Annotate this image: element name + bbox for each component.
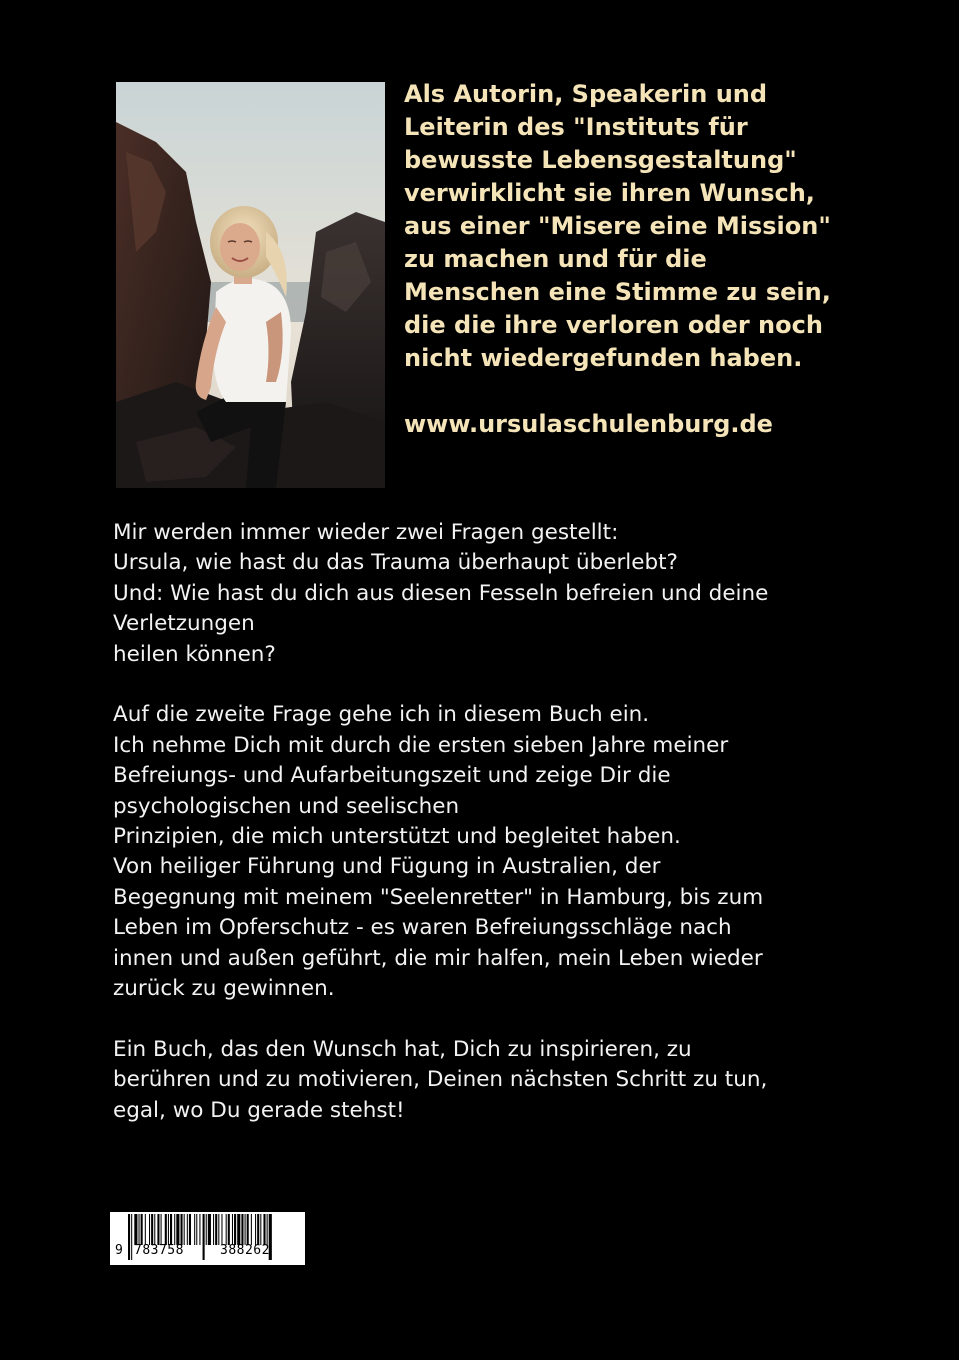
description-paragraph-2 (113, 700, 873, 1004)
barcode-bar (134, 1214, 137, 1245)
bio-line: Leiterin des "Instituts für (404, 113, 748, 141)
barcode-bar (187, 1214, 188, 1245)
text-line: Prinzipien, die mich unterstützt und begleitet haben. (113, 824, 681, 850)
barcode-bar (168, 1214, 169, 1245)
barcode-group-1: 783758 (134, 1243, 184, 1258)
barcode-bar (199, 1214, 200, 1245)
barcode-bar (174, 1214, 175, 1245)
barcode-bar (226, 1214, 227, 1245)
barcode-bar (260, 1214, 261, 1245)
text-line: Verletzungen (113, 611, 255, 637)
barcode-prefix: 9 (115, 1243, 123, 1258)
text-line: psychologischen und seelischen (113, 793, 460, 819)
text-line: Ursula, wie hast du das Trauma überhaupt überlebt? (113, 550, 678, 576)
barcode-bar (245, 1214, 246, 1245)
barcode-bar (176, 1214, 179, 1245)
text-line: Und: Wie hast du dich aus diesen Fesseln befreien und deine (113, 580, 769, 606)
barcode-bar (221, 1214, 222, 1245)
barcode-bar (194, 1214, 195, 1245)
barcode-bar (234, 1214, 236, 1245)
author-bio (404, 78, 924, 441)
text-line: heilen können? (113, 641, 276, 667)
barcode-bar (263, 1214, 265, 1245)
barcode-bar (157, 1214, 159, 1245)
barcode-bar (228, 1214, 230, 1245)
barcode-bar (154, 1214, 155, 1245)
barcode-bar (196, 1214, 197, 1245)
book-description (113, 518, 873, 1156)
barcode-bar (213, 1214, 214, 1245)
text-line: Begegnung mit meinem "Seelenretter" in Hamburg, bis zum (113, 884, 764, 910)
barcode-bar (257, 1214, 259, 1245)
text-line: Auf die zweite Frage gehe ich in diesem Buch ein. (113, 702, 650, 728)
barcode-bar (149, 1214, 150, 1245)
author-photo (116, 82, 385, 488)
barcode-bar (232, 1214, 233, 1245)
barcode-bar (161, 1214, 162, 1245)
barcode-bar (215, 1214, 217, 1245)
bio-paragraph (404, 78, 924, 375)
text-line: Befreiungs- und Aufarbeitungszeit und zeige Dir die (113, 763, 671, 789)
bio-line: bewusste Lebensgestaltung" (404, 146, 797, 174)
barcode-bar (255, 1214, 256, 1245)
barcode-bar (251, 1214, 252, 1245)
text-line: egal, wo Du gerade stehst! (113, 1097, 405, 1123)
description-paragraph-3 (113, 1035, 873, 1126)
barcode-group-2: 388262 (220, 1243, 270, 1258)
text-line: Ich nehme Dich mit durch die ersten sieben Jahre meiner (113, 732, 729, 758)
barcode-bar (208, 1214, 211, 1245)
barcode-bar (151, 1214, 153, 1245)
bio-line: Menschen eine Stimme zu sein, (404, 278, 831, 306)
isbn-barcode (110, 1212, 305, 1265)
description-paragraph-1 (113, 518, 873, 670)
bio-line: aus einer "Misere eine Mission" (404, 212, 831, 240)
text-line: innen und außen geführt, die mir halfen, mein Leben wieder (113, 945, 763, 971)
bio-line: Als Autorin, Speakerin und (404, 80, 768, 108)
text-line: Von heiliger Führung und Fügung in Australien, der (113, 854, 661, 880)
barcode-bar (237, 1214, 240, 1245)
barcode-bar (247, 1214, 249, 1245)
bio-line: die die ihre verloren oder noch (404, 311, 823, 339)
barcode-bar (218, 1214, 219, 1245)
barcode-bar (206, 1214, 207, 1245)
barcode-bar (141, 1214, 143, 1245)
bio-line: zu machen und für die (404, 245, 707, 273)
barcode-digits (110, 1243, 305, 1263)
barcode-bar (189, 1214, 191, 1245)
bio-line: verwirklicht sie ihren Wunsch, (404, 179, 815, 207)
barcode-bar (241, 1214, 243, 1245)
barcode-bar (145, 1214, 146, 1245)
text-line: Ein Buch, das den Wunsch hat, Dich zu inspirieren, zu (113, 1036, 692, 1062)
barcode-bar (181, 1214, 183, 1245)
text-line: Leben im Opferschutz - es waren Befreiungsschläge nach (113, 915, 732, 941)
barcode-bar (139, 1214, 140, 1245)
text-line: Mir werden immer wieder zwei Fragen gestellt: (113, 520, 619, 545)
bio-line: nicht wiedergefunden haben. (404, 344, 803, 372)
barcode-bar (184, 1214, 185, 1245)
barcode-bar (170, 1214, 172, 1245)
barcode-bar (165, 1214, 167, 1245)
barcode-bar (267, 1214, 268, 1245)
text-line: berühren und zu motivieren, Deinen nächsten Schritt zu tun, (113, 1067, 768, 1093)
website-url: www.ursulaschulenburg.de (404, 410, 773, 438)
text-line: zurück zu gewinnen. (113, 976, 335, 1002)
